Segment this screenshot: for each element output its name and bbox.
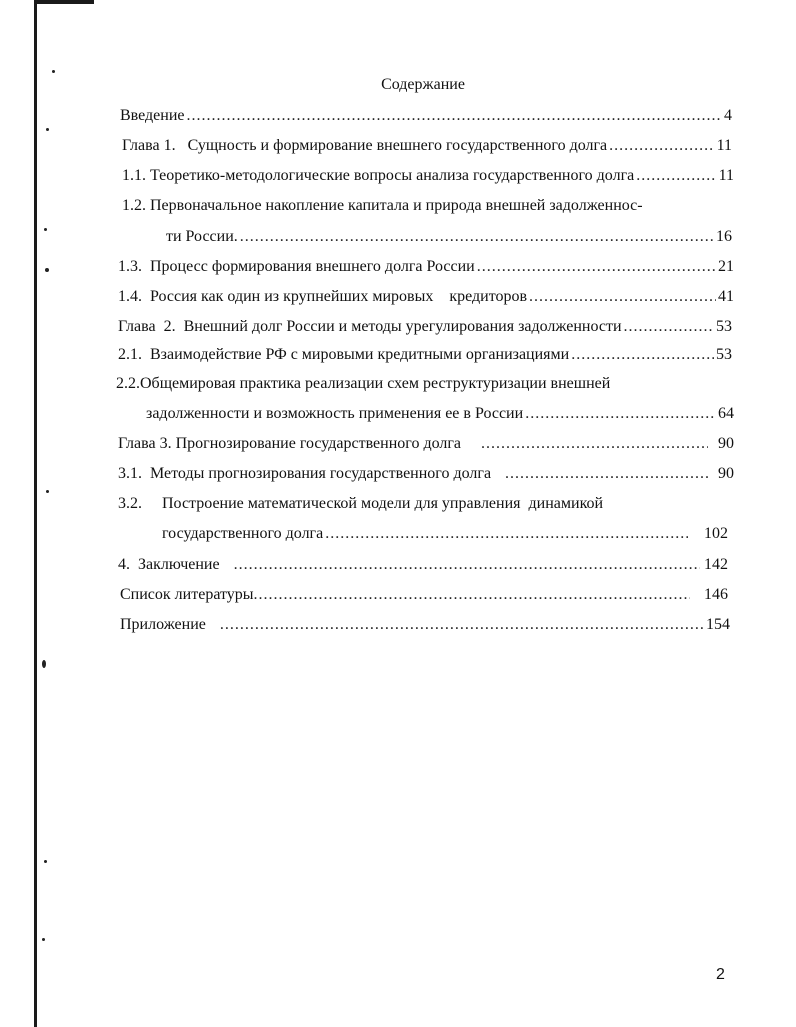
toc-entry-text: 4. Заключение <box>118 556 220 573</box>
toc-entry-page: 142 <box>704 556 728 573</box>
toc-entry <box>162 525 728 547</box>
toc-entry-page: 53 <box>716 318 732 335</box>
toc-entry-page: 11 <box>716 137 732 154</box>
toc-leader-dots <box>571 346 714 364</box>
toc-entry-text-continued: государственного долга <box>162 525 324 542</box>
scan-edge-left <box>34 0 37 1027</box>
toc-leader-dots <box>624 318 714 336</box>
toc-leader-dots <box>609 137 714 155</box>
toc-entry-text: 1.4. Россия как один из крупнейших мировых кредиторов <box>118 288 528 305</box>
toc-leader-dots <box>481 435 708 453</box>
scan-speck <box>46 128 49 131</box>
toc-entry-page: 146 <box>704 586 728 603</box>
toc-entry <box>118 346 732 368</box>
toc-leader-dots <box>187 107 723 125</box>
toc-entry-text: Глава 2. Внешний долг России и методы урегулирования задолженности <box>118 318 622 335</box>
toc-leader-dots <box>240 228 714 246</box>
toc-entry <box>120 616 730 638</box>
toc-leader-dots <box>505 465 708 483</box>
toc-entry <box>120 107 732 129</box>
toc-entry-page: 53 <box>716 346 732 363</box>
toc-entry-page: 41 <box>718 288 734 305</box>
toc-entry-text: Глава 1. Сущность и формирование внешнего государственного долга <box>122 137 608 154</box>
scan-speck <box>45 268 49 272</box>
toc-entry-text: 1.1. Теоретико-методологические вопросы анализа государственного долга <box>122 167 635 184</box>
toc-entry <box>118 288 734 310</box>
toc-entry <box>118 556 728 578</box>
toc-entry-text: 1.3. Процесс формирования внешнего долга России <box>118 258 475 275</box>
toc-leader-dots <box>254 586 690 604</box>
toc-entry-page: 16 <box>716 228 732 245</box>
scan-speck <box>42 938 45 941</box>
toc-entry-text: Приложение <box>120 616 206 633</box>
toc-entry-text: 1.2. Первоначальное накопление капитала и природа внешней задолженнос- <box>122 197 643 214</box>
toc-entry <box>146 405 734 427</box>
toc-entry-text: 2.1. Взаимодействие РФ с мировыми кредитными организациями <box>118 346 570 363</box>
toc-entry-page: 154 <box>706 616 730 633</box>
toc-entry <box>120 586 728 608</box>
toc-entry <box>118 465 734 487</box>
toc-entry-page: 11 <box>718 167 734 184</box>
toc-entry <box>122 167 734 189</box>
toc-entry-text: Глава 3. Прогнозирование государственного долга <box>118 435 462 452</box>
toc-entry-text: Список литературы <box>120 586 254 603</box>
toc-entry-text: Введение <box>120 107 185 124</box>
scan-speck <box>42 660 46 668</box>
toc-entry-page: 90 <box>718 465 734 482</box>
scan-speck <box>52 70 55 73</box>
scan-edge-top <box>34 0 94 4</box>
toc-entry-page: 21 <box>718 258 734 275</box>
toc-entry <box>122 137 732 159</box>
toc-leader-dots <box>636 167 716 185</box>
toc-entry-text: 3.2. Построение математической модели для управления динамикой <box>118 495 604 512</box>
toc-leader-dots <box>220 616 704 634</box>
page-title: Содержание <box>381 76 465 93</box>
toc-entry-text: 3.1. Методы прогнозирования государственного долга <box>118 465 492 482</box>
toc-entry-page: 90 <box>718 435 734 452</box>
toc-leader-dots <box>529 288 716 306</box>
toc-leader-dots <box>234 556 700 574</box>
scan-speck <box>44 228 47 231</box>
toc-entry-page: 102 <box>704 525 728 542</box>
scan-speck <box>46 490 49 493</box>
toc-leader-dots <box>325 525 688 543</box>
toc-entry-text: 2.2.Общемировая практика реализации схем реструктуризации внешней <box>116 375 611 392</box>
toc-entry <box>166 228 732 250</box>
toc-leader-dots <box>525 405 716 423</box>
toc-entry <box>118 435 734 457</box>
page-number: 2 <box>716 966 725 983</box>
toc-entry <box>118 318 732 340</box>
toc-entry-page: 64 <box>718 405 734 422</box>
toc-leader-dots <box>477 258 716 276</box>
toc-entry-text-continued: задолженности и возможность применения ее в России <box>146 405 524 422</box>
toc-entry-text-continued: ти России. <box>166 228 238 245</box>
toc-entry-page: 4 <box>724 107 732 124</box>
toc-entry <box>118 258 734 280</box>
scan-speck <box>44 860 47 863</box>
